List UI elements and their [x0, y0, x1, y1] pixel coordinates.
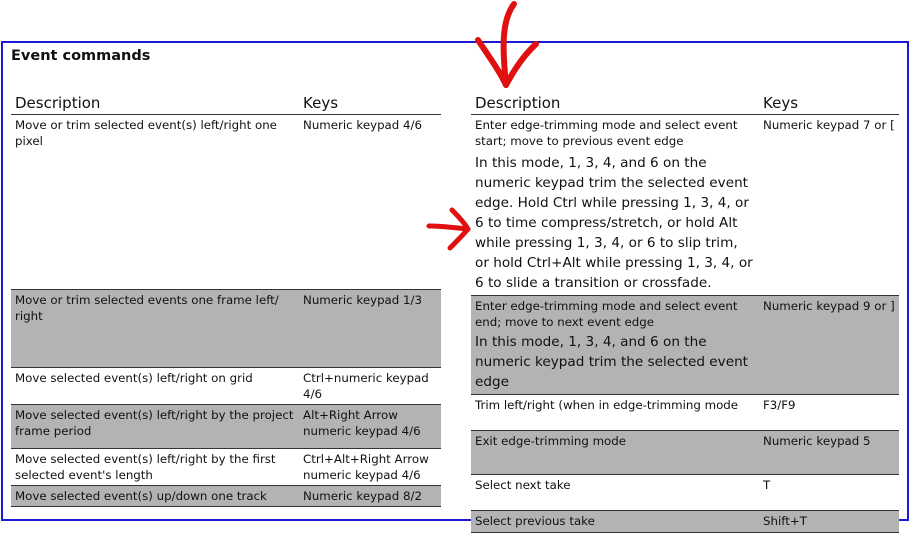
table-row [471, 395, 899, 431]
row-description-text: Enter edge-trimming mode and select event end; move to next event edge [475, 299, 738, 329]
row-description: Select previous take [471, 511, 759, 533]
row-note: In this mode, 1, 3, 4, and 6 on the numeric keypad trim the selected event edge [475, 334, 749, 390]
row-description: Move or trim selected event(s) left/right one pixel [11, 115, 299, 290]
row-keys: Numeric keypad 4/6 [299, 115, 441, 290]
description-header: Description [11, 90, 299, 115]
row-keys: Numeric keypad 5 [759, 431, 899, 475]
row-description: Move selected event(s) left/right by the first selected event's length [11, 449, 299, 486]
table-row [11, 290, 441, 368]
section-title: Event commands [11, 48, 151, 64]
right-commands-table [471, 90, 899, 533]
row-description [471, 296, 759, 395]
header-row [11, 90, 441, 115]
row-description: Trim left/right (when in edge-trimming mode [471, 395, 759, 431]
table-row [471, 475, 899, 511]
keys-header: Keys [759, 90, 899, 115]
description-header: Description [471, 90, 759, 115]
row-description: Select next take [471, 475, 759, 511]
row-keys: Numeric keypad 9 or ] [759, 296, 899, 395]
table-row [11, 405, 441, 449]
table-row [471, 115, 899, 296]
row-keys: Alt+Right Arrow numeric keypad 4/6 [299, 405, 441, 449]
row-keys: F3/F9 [759, 395, 899, 431]
table-row [11, 368, 441, 405]
header-row [471, 90, 899, 115]
row-description: Move selected event(s) left/right on grid [11, 368, 299, 405]
table-row [471, 511, 899, 533]
table-row [471, 431, 899, 475]
row-description: Exit edge-trimming mode [471, 431, 759, 475]
row-description: Move or trim selected events one frame left/ right [11, 290, 299, 368]
row-keys: T [759, 475, 899, 511]
row-note: In this mode, 1, 3, 4, and 6 on the numeric keypad trim the selected event edge. Hold Ctrl while pressing 1, 3, 4, or 6 to time compress/stretch, or hold Alt while pressing 1, 3, 4, or 6 to slip trim, or hold Ctrl+Alt while pressing 1, 3, 4, or 6 to slide a transition or crossfade. [475, 155, 753, 291]
row-keys: Numeric keypad 1/3 [299, 290, 441, 368]
row-keys: Ctrl+Alt+Right Arrow numeric keypad 4/6 [299, 449, 441, 486]
keys-header: Keys [299, 90, 441, 115]
table-row [11, 449, 441, 486]
row-keys: Ctrl+numeric keypad 4/6 [299, 368, 441, 405]
row-keys: Shift+T [759, 511, 899, 533]
row-description: Move selected event(s) up/down one track [11, 486, 299, 507]
row-description-text: Enter edge-trimming mode and select event start; move to previous event edge [475, 118, 738, 148]
row-keys: Numeric keypad 8/2 [299, 486, 441, 507]
table-row [11, 486, 441, 507]
table-row [11, 115, 441, 290]
row-description: Move selected event(s) left/right by the project frame period [11, 405, 299, 449]
row-keys: Numeric keypad 7 or [ [759, 115, 899, 296]
table-row [471, 296, 899, 395]
left-commands-table [11, 90, 441, 507]
down-arrow-annotation-icon [472, 0, 542, 92]
row-description [471, 115, 759, 296]
